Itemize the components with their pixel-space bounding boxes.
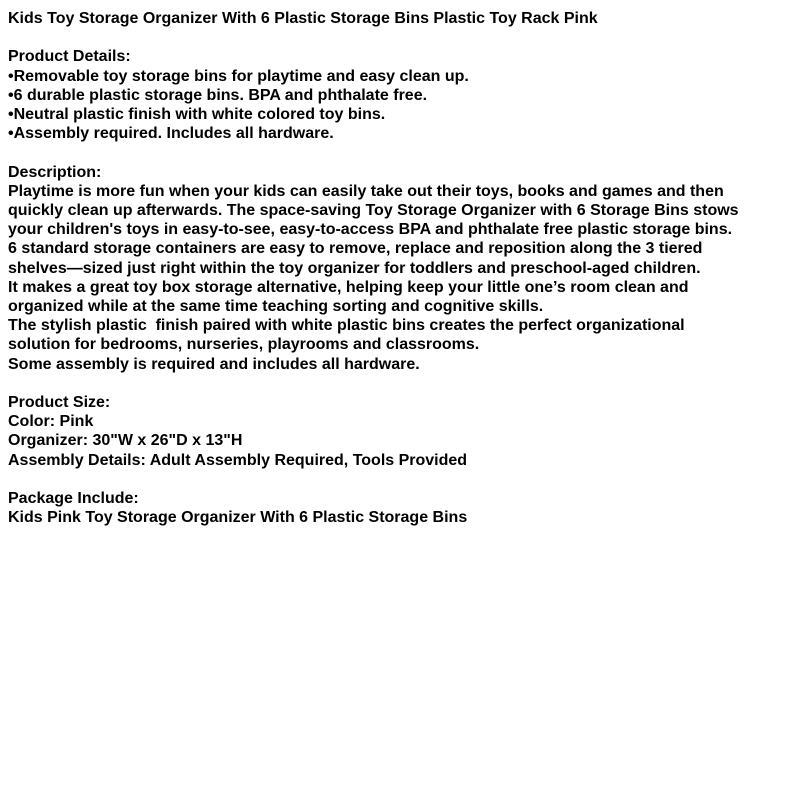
spacer bbox=[8, 28, 794, 47]
spacer bbox=[8, 143, 794, 162]
product-details-list bbox=[8, 67, 794, 144]
product-size-assembly: Assembly Details: Adult Assembly Required, Tools Provided bbox=[8, 451, 468, 469]
product-details-heading: Product Details: bbox=[8, 48, 131, 66]
description-section bbox=[8, 163, 794, 374]
product-title: Kids Toy Storage Organizer With 6 Plastic Storage Bins Plastic Toy Rack Pink bbox=[8, 10, 598, 27]
package-section bbox=[8, 489, 794, 527]
product-details-section bbox=[8, 47, 794, 143]
description-line: organized while at the same time teaching sorting and cognitive skills. bbox=[8, 298, 544, 316]
spacer bbox=[8, 470, 794, 489]
product-detail-item: •Removable toy storage bins for playtime and easy clean up. bbox=[8, 67, 469, 85]
product-size-color: Color: Pink bbox=[8, 413, 94, 431]
product-description-document bbox=[8, 9, 794, 527]
spacer bbox=[8, 374, 794, 393]
product-detail-item: •Assembly required. Includes all hardware. bbox=[8, 125, 334, 143]
description-line: solution for bedrooms, nurseries, playrooms and classrooms. bbox=[8, 336, 480, 354]
description-line: shelves—sized just right within the toy organizer for toddlers and preschool-aged children. bbox=[8, 259, 701, 277]
description-line: Some assembly is required and includes all hardware. bbox=[8, 355, 420, 373]
description-body bbox=[8, 182, 794, 374]
product-detail-item: •6 durable plastic storage bins. BPA and phthalate free. bbox=[8, 86, 428, 104]
package-heading: Package Include: bbox=[8, 490, 139, 508]
description-line: 6 standard storage containers are easy to remove, replace and reposition along the 3 tiered bbox=[8, 240, 703, 258]
product-size-list bbox=[8, 412, 794, 470]
product-size-dimensions: Organizer: 30"W x 26"D x 13"H bbox=[8, 432, 243, 450]
description-line: The stylish plastic finish paired with white plastic bins creates the perfect organizational bbox=[8, 317, 685, 335]
description-heading: Description: bbox=[8, 163, 102, 181]
product-detail-item: •Neutral plastic finish with white colored toy bins. bbox=[8, 106, 386, 123]
description-line: Playtime is more fun when your kids can easily take out their toys, books and games and then bbox=[8, 182, 724, 200]
description-line: quickly clean up afterwards. The space-saving Toy Storage Organizer with 6 Storage Bins stows bbox=[8, 202, 739, 219]
package-item: Kids Pink Toy Storage Organizer With 6 Plastic Storage Bins bbox=[8, 509, 468, 527]
product-size-section bbox=[8, 393, 794, 470]
description-line: It makes a great toy box storage alternative, helping keep your little one’s room clean and bbox=[8, 278, 689, 296]
product-size-heading: Product Size: bbox=[8, 394, 111, 412]
description-line: your children's toys in easy-to-see, easy-to-access BPA and phthalate free plastic storage bins. bbox=[8, 221, 733, 239]
